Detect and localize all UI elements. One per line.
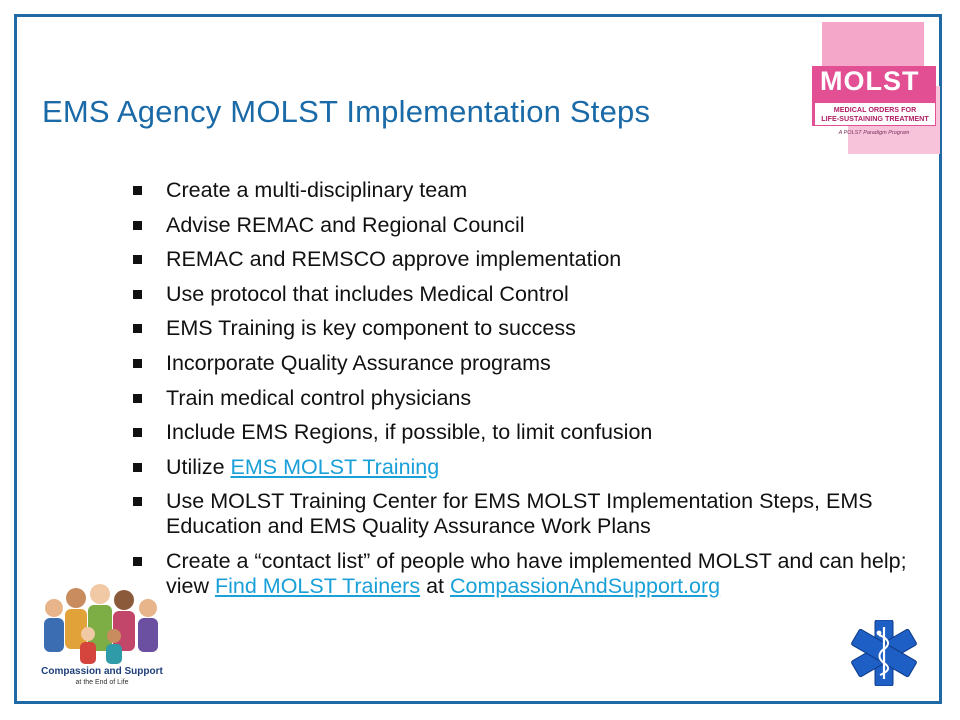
bullet-square-icon — [133, 221, 142, 230]
list-item: REMAC and REMSCO approve implementation — [130, 247, 920, 272]
list-item: Train medical control physicians — [130, 386, 920, 411]
people-group-icon — [36, 580, 168, 666]
list-item: Use protocol that includes Medical Control — [130, 282, 920, 307]
ems-molst-training-link[interactable]: EMS MOLST Training — [230, 454, 440, 479]
bullet-square-icon — [133, 428, 142, 437]
list-item: Advise REMAC and Regional Council — [130, 213, 920, 238]
compassion-support-logo — [36, 580, 168, 690]
compassion-and-support-link[interactable]: CompassionAndSupport.org — [450, 573, 721, 598]
bullet-square-icon — [133, 463, 142, 472]
find-molst-trainers-link[interactable]: Find MOLST Trainers — [214, 573, 421, 598]
bullet-square-icon — [133, 359, 142, 368]
star-of-life-icon — [848, 620, 920, 686]
bullet-list — [130, 178, 920, 609]
list-item: Incorporate Quality Assurance programs — [130, 351, 920, 376]
compassion-support-caption: Compassion and Support at the End of Life — [41, 666, 163, 686]
list-item: Utilize EMS MOLST Training — [130, 455, 920, 480]
molst-tagline: A POLST Paradigm Program — [838, 130, 910, 136]
molst-subtitle: MEDICAL ORDERS FOR LIFE-SUSTAINING TREATMENT — [814, 102, 936, 126]
list-item: Use MOLST Training Center for EMS MOLST Implementation Steps, EMS Education and EMS Quality Assurance Work Plans — [130, 489, 920, 539]
bullet-square-icon — [133, 290, 142, 299]
slide-title: EMS Agency MOLST Implementation Steps — [42, 94, 651, 129]
bullet-square-icon — [133, 255, 142, 264]
bullet-square-icon — [133, 394, 142, 403]
list-item: EMS Training is key component to success — [130, 316, 920, 341]
list-item: Include EMS Regions, if possible, to limit confusion — [130, 420, 920, 445]
bullet-square-icon — [133, 557, 142, 566]
bullet-square-icon — [133, 186, 142, 195]
bullet-square-icon — [133, 497, 142, 506]
list-item: Create a multi-disciplinary team — [130, 178, 920, 203]
molst-wordmark: MOLST — [820, 66, 920, 96]
molst-logo — [812, 22, 940, 154]
list-item: Create a “contact list” of people who have implemented MOLST and can help; view Find MOLST Trainers at CompassionAndSupport.org — [130, 549, 920, 599]
bullet-square-icon — [133, 324, 142, 333]
